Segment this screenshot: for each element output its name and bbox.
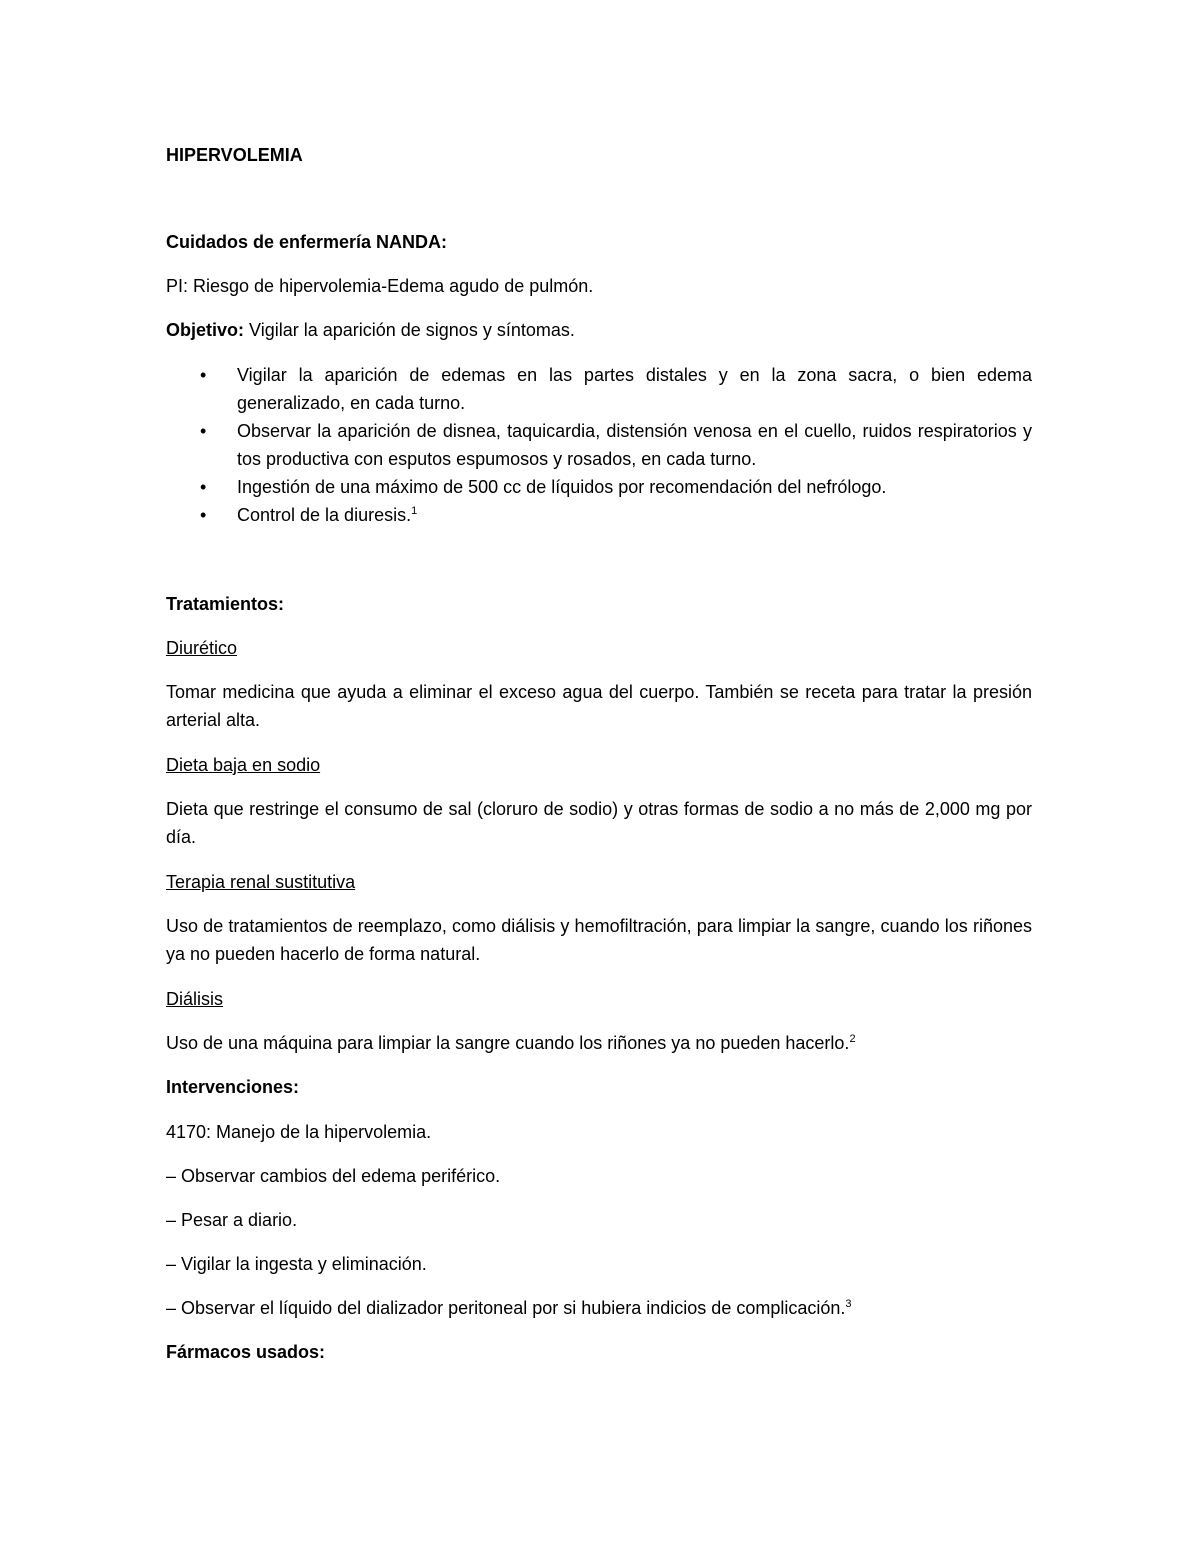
objetivo-text: Vigilar la aparición de signos y síntomas. (244, 320, 575, 340)
treatment-name-dieta: Dieta baja en sodio (166, 755, 321, 775)
pi-line: PI: Riesgo de hipervolemia-Edema agudo de pulmón. (166, 276, 594, 296)
bullet-icon: • (200, 365, 207, 385)
intervention-code-line: 4170: Manejo de la hipervolemia. (166, 1122, 432, 1142)
bullet-list (166, 361, 1032, 529)
list-item: • Observar la aparición de disnea, taquicardia, distensión venosa en el cuello, ruidos respiratorios y tos productiva con esputos espumosos y rosados, en cada turno. (166, 417, 1032, 473)
document-title: HIPERVOLEMIA (166, 145, 303, 165)
footnote-ref[interactable]: 2 (849, 1032, 856, 1045)
intervention-item: – Observar cambios del edema periférico. (166, 1166, 501, 1186)
treatment-name-diuretico: Diurético (166, 638, 238, 658)
bullet-icon: • (200, 421, 207, 441)
intervention-item: – Vigilar la ingesta y eliminación. (166, 1254, 427, 1274)
footnote-ref[interactable]: 3 (845, 1297, 852, 1310)
intervention-item: – Pesar a diario. (166, 1210, 298, 1230)
farmacos-heading: Fármacos usados: (166, 1342, 326, 1362)
nanda-heading: Cuidados de enfermería NANDA: (166, 232, 448, 252)
list-item: • Vigilar la aparición de edemas en las partes distales y en la zona sacra, o bien edema generalizado, en cada turno. (166, 361, 1032, 417)
treatment-desc-diuretico: Tomar medicina que ayuda a eliminar el exceso agua del cuerpo. También se receta para tratar la presión arterial alta. (166, 682, 1032, 730)
treatment-desc-dieta: Dieta que restringe el consumo de sal (cloruro de sodio) y otras formas de sodio a no más de 2,000 mg por día. (166, 799, 1032, 847)
footnote-ref[interactable]: 1 (411, 504, 418, 517)
intervenciones-heading: Intervenciones: (166, 1077, 300, 1097)
bullet-icon: • (200, 505, 207, 525)
intervention-item: – Observar el líquido del dializador peritoneal por si hubiera indicios de complicación.$^3$ (166, 1297, 852, 1318)
treatment-desc-terapia: Uso de tratamientos de reemplazo, como diálisis y hemofiltración, para limpiar la sangre, cuando los riñones ya no pueden hacerlo de forma natural. (166, 916, 1032, 964)
treatment-name-terapia: Terapia renal sustitutiva (166, 872, 356, 892)
bullet-icon: • (200, 477, 207, 497)
treatment-name-dialisis: Diálisis (166, 989, 224, 1009)
tratamientos-heading: Tratamientos: (166, 594, 285, 614)
treatment-desc-dialisis: Uso de una máquina para limpiar la sangre cuando los riñones ya no pueden hacerlo.$^2$ (166, 1032, 856, 1053)
objetivo-label: Objetivo: (166, 320, 245, 340)
objetivo-line (166, 316, 575, 344)
list-item: • Control de la diuresis.$^1$ (166, 501, 1032, 529)
list-item: • Ingestión de una máximo de 500 cc de líquidos por recomendación del nefrólogo. (166, 473, 1032, 501)
